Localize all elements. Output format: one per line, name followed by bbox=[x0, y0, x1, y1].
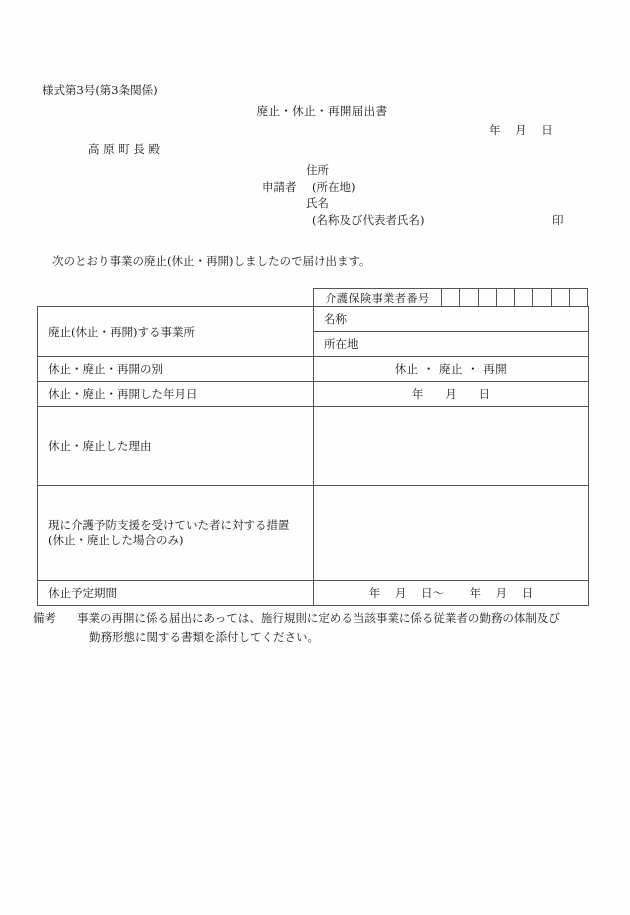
measures-label bbox=[38, 486, 314, 581]
applicant-name-label: 氏名 bbox=[306, 196, 329, 211]
measures-label-line2: (休止・廃止した場合のみ) bbox=[48, 533, 184, 547]
applicant-tag: 申請者 bbox=[262, 179, 297, 194]
main-form-table bbox=[37, 306, 589, 606]
table-row-office-name bbox=[38, 307, 589, 332]
table-row-reason bbox=[38, 407, 589, 486]
office-label: 廃止(休止・再開)する事業所 bbox=[38, 307, 314, 357]
provider-number-cell[interactable] bbox=[552, 289, 570, 306]
applicant-name-sub: (名称及び代表者氏名) bbox=[312, 212, 425, 227]
provider-number-label: 介護保険事業者番号 bbox=[314, 289, 442, 306]
table-row-kind bbox=[38, 357, 589, 382]
provider-number-cells bbox=[442, 289, 587, 306]
applicant-address-sub: (所在地) bbox=[312, 179, 356, 194]
table-row-term bbox=[38, 581, 589, 606]
kind-value[interactable]: 休止 ・ 廃止 ・ 再開 bbox=[314, 357, 589, 382]
table-row-measures bbox=[38, 486, 589, 581]
measures-value[interactable] bbox=[314, 486, 589, 581]
provider-number-cell[interactable] bbox=[570, 289, 587, 306]
submission-date-line: 年 月 日 bbox=[489, 123, 553, 137]
date-label: 休止・廃止・再開した年月日 bbox=[38, 382, 314, 407]
applicant-address-label: 住所 bbox=[306, 163, 329, 177]
reason-label: 休止・廃止した理由 bbox=[38, 407, 314, 486]
remarks-label: 備考 bbox=[33, 611, 56, 625]
form-number: 様式第3号(第3条関係) bbox=[42, 83, 158, 97]
addressee: 高原町長殿 bbox=[88, 142, 164, 156]
remarks-line-2: 勤務形態に関する書類を添付してください。 bbox=[89, 630, 319, 644]
office-address-value[interactable]: 所在地 bbox=[314, 332, 589, 357]
applicant-name-sub-row bbox=[262, 212, 592, 229]
applicant-address-row bbox=[262, 162, 592, 179]
measures-label-line1: 現に介護予防支援を受けていた者に対する措置 bbox=[48, 517, 290, 532]
table-row-date bbox=[38, 382, 589, 407]
lead-sentence: 次のとおり事業の廃止(休止・再開)しましたので届け出ます。 bbox=[52, 254, 371, 268]
provider-number-cell[interactable] bbox=[533, 289, 551, 306]
kind-label: 休止・廃止・再開の別 bbox=[38, 357, 314, 382]
applicant-address-sub-row bbox=[262, 179, 592, 196]
remarks-line-1: 事業の再開に係る届出にあっては、施行規則に定める当該事業に係る従業者の勤務の体制及び bbox=[77, 611, 560, 625]
provider-number-row bbox=[313, 288, 588, 307]
remarks-block bbox=[33, 609, 603, 647]
provider-number-cell[interactable] bbox=[460, 289, 478, 306]
office-name-value[interactable]: 名称 bbox=[314, 307, 589, 332]
term-label: 休止予定期間 bbox=[38, 581, 314, 606]
document-title: 廃止・休止・再開届出書 bbox=[256, 104, 388, 118]
applicant-block bbox=[262, 162, 592, 228]
term-value[interactable]: 年 月 日〜 年 月 日 bbox=[314, 581, 589, 606]
applicant-name-row bbox=[262, 195, 592, 212]
provider-number-cell[interactable] bbox=[497, 289, 515, 306]
provider-number-cell[interactable] bbox=[479, 289, 497, 306]
date-value[interactable]: 年 月 日 bbox=[314, 382, 589, 407]
provider-number-cell[interactable] bbox=[442, 289, 460, 306]
provider-number-cell[interactable] bbox=[515, 289, 533, 306]
reason-value[interactable] bbox=[314, 407, 589, 486]
seal-icon: 印 bbox=[552, 212, 564, 227]
remarks-body bbox=[77, 609, 603, 647]
